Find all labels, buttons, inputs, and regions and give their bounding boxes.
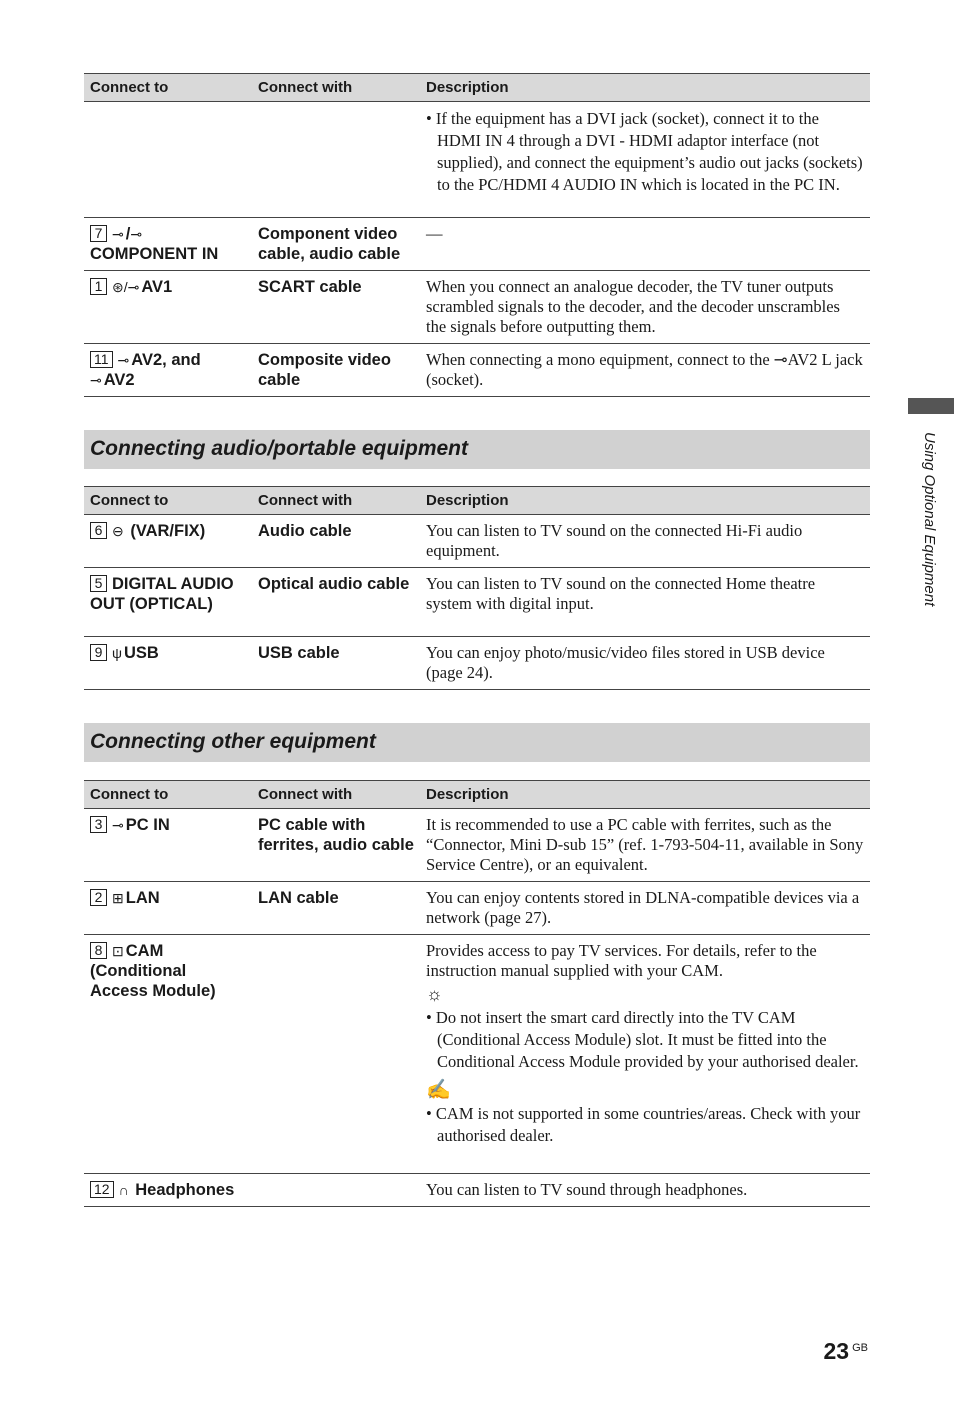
header-connect-to: Connect to (84, 781, 252, 809)
page-number-suffix: GB (852, 1342, 868, 1354)
table-row (84, 344, 870, 397)
connect-to-label: (VAR/FIX) (130, 522, 206, 540)
description-cell: When connecting a mono equipment, connect to the ⊸AV2 L jack (socket). (420, 344, 870, 397)
connect-to-cell (84, 568, 252, 637)
jack-number: 11 (90, 351, 113, 368)
cam-slot-icon: ⊡ (112, 943, 124, 959)
section-title: Connecting other equipment (90, 730, 376, 753)
connect-to-label: LAN (125, 889, 160, 907)
jack-number: 2 (90, 889, 107, 906)
header-connect-with: Connect with (252, 74, 420, 102)
header-connect-with: Connect with (252, 487, 420, 515)
sidebar-chapter-label: Using Optional Equipment (921, 432, 938, 607)
table-header (84, 487, 870, 515)
description-cell (420, 935, 870, 1174)
jack-number: 6 (90, 522, 107, 539)
connect-with-cell: Audio cable (252, 515, 420, 568)
connect-to-cell (84, 344, 252, 397)
connect-with-cell: USB cable (252, 637, 420, 690)
connect-to-label: PC IN (125, 816, 170, 834)
connect-with-cell: Optical audio cable (252, 568, 420, 637)
note-bullet: • CAM is not supported in some countries/areas. Check with your authorised dealer. (426, 1104, 861, 1145)
connect-to-separator: / (125, 225, 131, 243)
description-cell: You can listen to TV sound through headphones. (420, 1174, 870, 1207)
bullet-item: • If the equipment has a DVI jack (socket), connect it to the HDMI IN 4 through a DVI - HDMI adaptor interface (not supplied), and connect the equipment’s audio out jacks (sockets) to the PC/HDMI 4 AUDIO IN which is located in the PC IN. (426, 109, 863, 194)
page-number (824, 1338, 869, 1365)
connect-to-label: AV2 (103, 371, 135, 389)
description-cell: — (420, 218, 870, 271)
headphones-icon: ∩ (118, 1182, 129, 1198)
connect-to-label: AV1 (141, 278, 173, 296)
header-description: Description (420, 781, 870, 809)
table-row (84, 271, 870, 344)
table-header (84, 781, 870, 809)
connect-with-cell (252, 102, 420, 218)
jack-number: 12 (90, 1181, 114, 1198)
connect-to-cell (84, 637, 252, 690)
connect-with-cell: Composite video cable (252, 344, 420, 397)
section-header-audio (84, 430, 870, 469)
connect-with-cell: LAN cable (252, 882, 420, 935)
header-connect-to: Connect to (84, 487, 252, 515)
usb-icon: ψ (112, 645, 122, 661)
table-other-connections (84, 780, 870, 1207)
table-row (84, 568, 870, 637)
description-cell: It is recommended to use a PC cable with ferrites, such as the “Connector, Mini D-sub 15” (ref. 1-793-504-11, available in Sony Service Centre), or an equivalent. (420, 809, 870, 882)
component-jack-icon: ⊸ (130, 226, 143, 242)
description-cell: You can listen to TV sound on the connected Hi-Fi audio equipment. (420, 515, 870, 568)
section-title: Connecting audio/portable equipment (90, 437, 468, 460)
table-audio-connections (84, 486, 870, 690)
description-cell: When you connect an analogue decoder, the TV tuner outputs scrambled signals to the decoder, and the decoder unscrambles the signals before outputting them. (420, 271, 870, 344)
header-connect-with: Connect with (252, 781, 420, 809)
tip-bulb-icon: ☼ (426, 984, 443, 1004)
jack-number: 7 (90, 225, 107, 242)
connect-to-cell (84, 515, 252, 568)
audio-out-icon: ⊖ (112, 523, 124, 539)
connect-with-cell: PC cable with ferrites, audio cable (252, 809, 420, 882)
connect-with-cell (252, 935, 420, 1174)
table-video-connections (84, 73, 870, 397)
connect-to-label: AV2, and (131, 351, 201, 369)
connect-to-cell (84, 218, 252, 271)
table-row (84, 1174, 870, 1207)
header-description: Description (420, 74, 870, 102)
table-row (84, 935, 870, 1174)
note-pencil-icon: ✍ (426, 1079, 451, 1101)
table-row (84, 637, 870, 690)
description-cell: You can enjoy contents stored in DLNA-compatible devices via a network (page 27). (420, 882, 870, 935)
jack-number: 1 (90, 278, 107, 295)
page-number-value: 23 (823, 1338, 850, 1364)
connect-to-cell (84, 271, 252, 344)
table-row (84, 218, 870, 271)
lan-icon: ⊞ (112, 890, 124, 906)
header-description: Description (420, 487, 870, 515)
connect-to-cell (84, 882, 252, 935)
cam-description: Provides access to pay TV services. For details, refer to the instruction manual supplied with your CAM. (426, 941, 817, 980)
component-jack-icon: ⊸ (112, 226, 124, 242)
connect-to-cell (84, 809, 252, 882)
connect-to-label: COMPONENT IN (90, 245, 219, 263)
connect-to-label: DIGITAL AUDIO OUT (OPTICAL) (90, 575, 234, 613)
header-connect-to: Connect to (84, 74, 252, 102)
connect-to-label: CAM (Conditional Access Module) (90, 942, 216, 1000)
connect-to-label: Headphones (135, 1181, 235, 1199)
table-row (84, 515, 870, 568)
pc-input-icon: ⊸ (112, 817, 124, 833)
composite-input-icon: ⊸ (90, 372, 102, 388)
connect-to-cell (84, 102, 252, 218)
description-cell: You can enjoy photo/music/video files stored in USB device (page 24). (420, 637, 870, 690)
tip-bullet: • Do not insert the smart card directly into the TV CAM (Conditional Access Module) slot. It must be fitted into the Conditional Access Module provided by your authorised dealer. (426, 1008, 859, 1071)
tip-text: Do not insert the smart card directly into the TV CAM (Conditional Access Module) slot. It must be fitted into the Conditional Access Module provided by your authorised dealer. (435, 1008, 859, 1071)
connect-with-cell: Component video cable, audio cable (252, 218, 420, 271)
sidebar-tab-marker (908, 398, 954, 414)
description-cell (420, 102, 870, 218)
jack-number: 9 (90, 644, 107, 661)
table-row (84, 809, 870, 882)
composite-input-icon: ⊸ (117, 352, 130, 368)
description-cell: You can listen to TV sound on the connected Home theatre system with digital input. (420, 568, 870, 637)
table-row (84, 102, 870, 218)
connect-to-label: USB (123, 644, 159, 662)
dvi-note-text: If the equipment has a DVI jack (socket), connect it to the HDMI IN 4 through a DVI - HDMI adaptor interface (not supplied), and connect the equipment’s audio out jacks (sockets) to the PC/HDMI 4 AUDIO IN which is located in the PC IN. (435, 109, 863, 194)
jack-number: 5 (90, 575, 107, 592)
jack-number: 8 (90, 942, 107, 959)
connect-with-cell: SCART cable (252, 271, 420, 344)
note-text: CAM is not supported in some countries/areas. Check with your authorised dealer. (435, 1104, 861, 1145)
scart-icon: ⊛/⊸ (112, 279, 140, 295)
section-header-other (84, 723, 870, 762)
table-header (84, 74, 870, 102)
jack-number: 3 (90, 816, 107, 833)
table-row (84, 882, 870, 935)
connect-to-cell (84, 1174, 420, 1207)
connect-to-cell (84, 935, 252, 1174)
